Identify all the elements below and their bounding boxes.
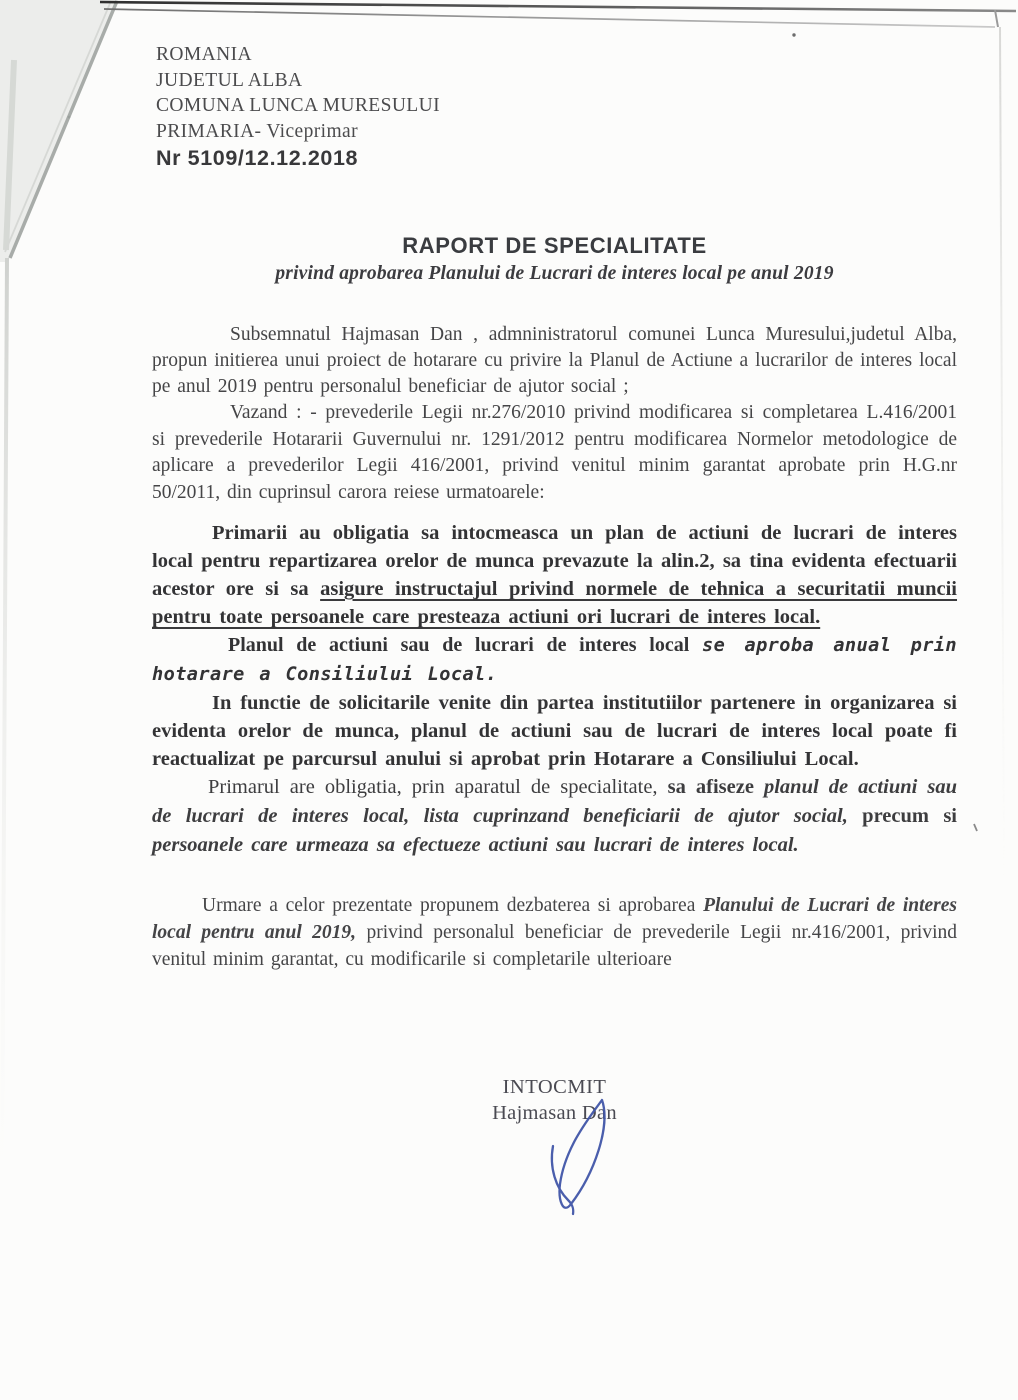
page-edge-left [2,258,7,1180]
page-edge-top-line [100,2,1016,11]
document-title: RAPORT DE SPECIALITATE [402,233,707,258]
page-fold-crease [10,1,117,258]
document-subtitle: privind aprobarea Planului de Lucrari de interes local pe anul 2019 [275,263,834,284]
paragraph-p7 [152,892,957,973]
letterhead-county: JUDETUL ALBA [156,69,303,91]
text-segment: persoanele care urmeaza sa efectueze actiuni sau lucrari de interes local. [152,834,799,856]
text-segment: asigure instructajul privind normele de tehnica a securitatii muncii pentru toate persoanele care presteaza actiuni ori lucrari de interes local. [152,578,958,628]
dust-speck [792,33,795,36]
text-segment: In functie de solicitarile venite din partea institutiilor partenere in organizarea si evidenta orelor de munca, planul de actiuni sau de lucrari de interes local poate fi reactualizat pe parcursul anului si aprobat prin Hotarare a Consiliului Local. [152,692,957,770]
text-segment: Urmare a celor prezentate propunem dezbaterea si aprobarea [202,895,704,916]
paragraph-p5 [152,689,957,773]
paragraph-p3 [152,519,957,631]
text-segment: se aproba anual prin hotarare a Consiliului Local. [152,635,957,685]
page-fold-artifact [0,0,118,262]
signature-stroke [560,1100,605,1208]
text-segment: precum si [847,805,957,827]
paragraph-p1 [152,322,957,400]
handwritten-signature [540,1088,620,1220]
page-edge-top-line2 [104,9,995,27]
paragraph-p4 [152,631,957,689]
text-segment: Primarii au obligatia sa intocmeasca un plan de actiuni de lucrari de interes local pentru repartizarea orelor de munca prevazute la alin.2, sa tina evidenta efectuarii acestor ore si sa [152,522,957,600]
text-segment: Subsemnatul Hajmasan Dan , admninistratorul comunei Lunca Muresului,judetul Alba, propun initierea unui proiect de hotarare cu privire la Planul de Actiune a lucrarilor de interes local pe anul 2019 pentru personalul beneficiar de ajutor social ; [152,324,957,397]
prepared-by-label: INTOCMIT [502,1076,607,1098]
text-segment: sa afiseze [667,776,764,798]
letterhead-country: ROMANIA [156,44,252,65]
registration-number: Nr 5109/12.12.2018 [156,146,359,170]
text-segment: Planului de Lucrari de interes local pentru anul 2019, [152,895,957,943]
text-segment: Primarul are obligatia, prin aparatul de specialitate, [208,776,668,798]
text-segment: Planul de actiuni sau de lucrari de interes local [228,634,702,656]
page-edge-right [1000,27,1004,880]
document-body [152,322,957,973]
letterhead-commune: COMUNA LUNCA MURESULUI [156,95,440,116]
paragraph-p2 [152,400,957,506]
letterhead [156,42,440,172]
dust-speck [68,116,71,119]
signatory-name: Hajmasan Dan [492,1102,617,1124]
paragraph-p6 [152,773,957,860]
page-corner-notch [995,10,998,27]
dust-speck [974,824,977,831]
title-block [152,233,957,285]
text-segment: privind personalul beneficiar de prevederile Legii nr.416/2001, privind venitul minim garantat, cu modificarile si completarile ulterioare [152,922,957,970]
letterhead-office: PRIMARIA- Viceprimar [156,120,358,142]
text-segment: planul de actiuni sau de lucrari de interes local, lista cuprinzand beneficiarii de ajutor social, [152,776,957,827]
text-segment: Vazand : - prevederile Legii nr.276/2010 privind modificarea si completarea L.416/2001 si prevederile Hotararii Guvernului nr. 1291/2012 pentru modificarea Normelor metodologice de aplicare a prevederilor Legii 416/2001, privind venitul minim garantat aprobate prin H.G.nr 50/2011, din cuprinsul carora reiese urmatoarele: [152,402,957,503]
